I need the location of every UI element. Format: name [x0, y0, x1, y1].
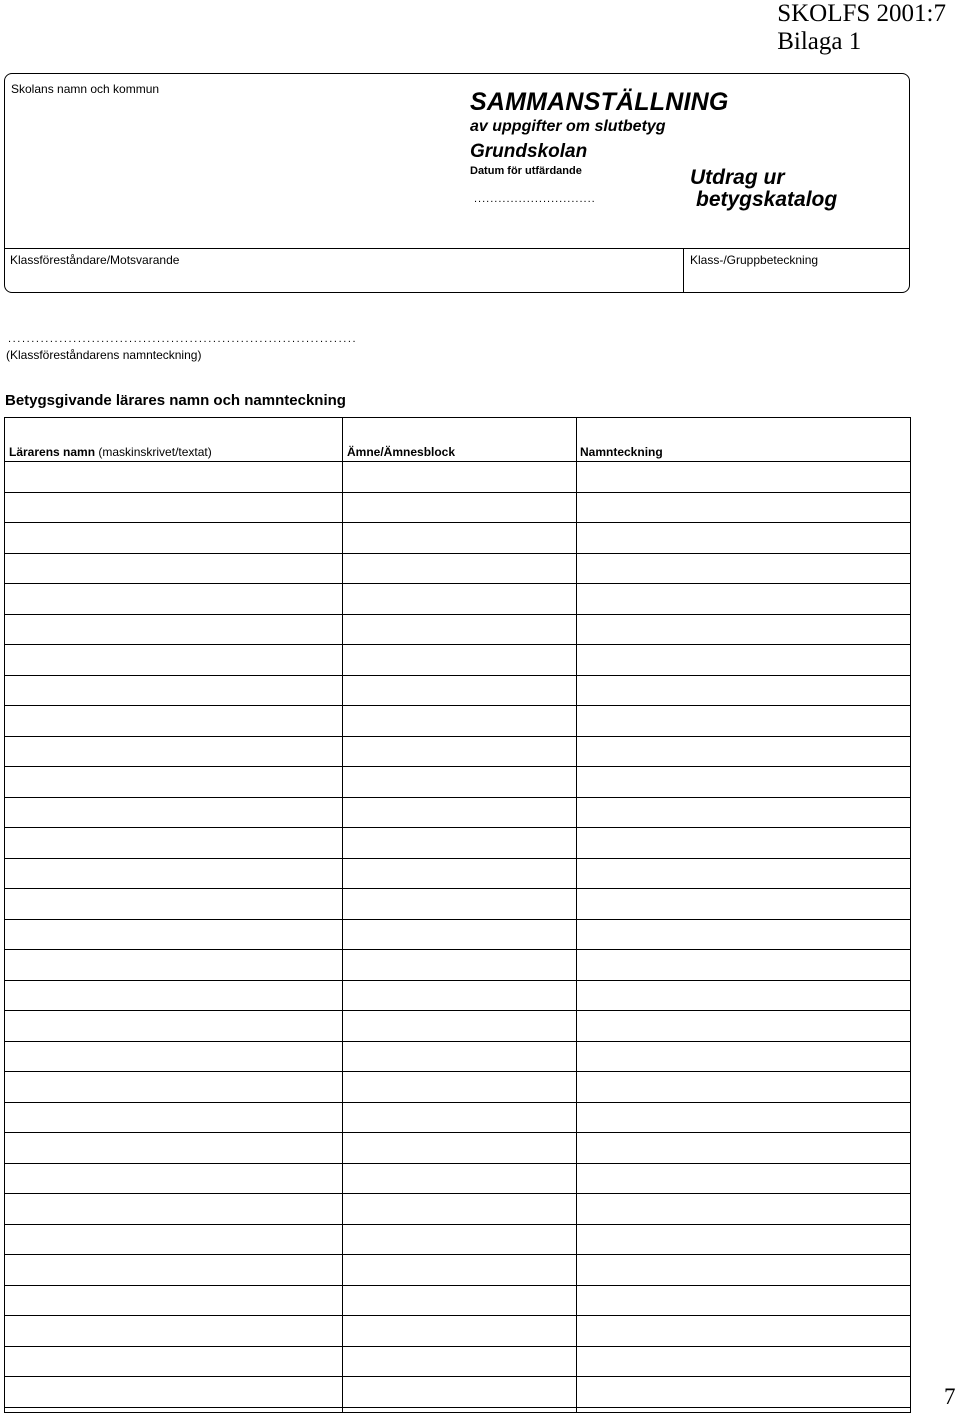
table-row[interactable]: [5, 553, 910, 584]
signature-line[interactable]: ...........................................................................: [8, 333, 358, 345]
school-name-label: Skolans namn och kommun: [11, 82, 160, 96]
table-row[interactable]: [5, 1193, 910, 1224]
page-number: 7: [944, 1384, 956, 1409]
table-row[interactable]: [5, 949, 910, 980]
table-row[interactable]: [5, 1071, 910, 1102]
table-row[interactable]: [5, 766, 910, 797]
section-heading: Betygsgivande lärares namn och namnteckning: [5, 392, 346, 409]
table-row[interactable]: [5, 888, 910, 919]
table-row-divider: [5, 1407, 910, 1408]
excerpt-title-line1: Utdrag ur: [690, 166, 785, 189]
table-row[interactable]: [5, 1010, 910, 1041]
table-row[interactable]: [5, 461, 910, 492]
column-header-teacher-name-bold: Lärarens namn: [9, 445, 96, 459]
teacher-table: [4, 417, 911, 1413]
header-divider: [4, 248, 910, 249]
document-reference: [777, 0, 946, 56]
header-field-divider: [683, 248, 684, 293]
table-row[interactable]: [5, 492, 910, 523]
excerpt-title-line2: betygskatalog: [696, 188, 838, 211]
reference-appendix: Bilaga 1: [777, 28, 862, 55]
table-row[interactable]: [5, 1102, 910, 1133]
column-header-teacher-name-note: (maskinskrivet/textat): [98, 445, 212, 459]
table-row[interactable]: [5, 980, 910, 1011]
table-row[interactable]: [5, 1346, 910, 1377]
issue-date-label: Datum för utfärdande: [470, 165, 582, 177]
table-row[interactable]: [5, 522, 910, 553]
school-type: Grundskolan: [470, 141, 588, 162]
table-row[interactable]: [5, 583, 910, 614]
table-row[interactable]: [5, 736, 910, 767]
table-row[interactable]: [5, 1315, 910, 1346]
table-row[interactable]: [5, 1285, 910, 1316]
table-row[interactable]: [5, 614, 910, 645]
table-row[interactable]: [5, 1376, 910, 1407]
table-row[interactable]: [5, 705, 910, 736]
table-row[interactable]: [5, 675, 910, 706]
table-row[interactable]: [5, 1254, 910, 1285]
table-row[interactable]: [5, 919, 910, 950]
table-row[interactable]: [5, 827, 910, 858]
table-row[interactable]: [5, 1224, 910, 1255]
form-subtitle: av uppgifter om slutbetyg: [470, 118, 666, 135]
issue-date-field[interactable]: ..............................: [474, 193, 596, 205]
table-row[interactable]: [5, 1041, 910, 1072]
column-header-subject: Ämne/Ämnesblock: [347, 445, 456, 459]
table-row[interactable]: [5, 1163, 910, 1194]
form-title: SAMMANSTÄLLNING: [470, 88, 729, 116]
table-row[interactable]: [5, 1132, 910, 1163]
signature-caption: (Klassföreståndarens namnteckning): [6, 348, 202, 362]
column-header-signature: Namnteckning: [580, 445, 663, 459]
table-row[interactable]: [5, 644, 910, 675]
class-teacher-label: Klassföreståndare/Motsvarande: [10, 253, 180, 267]
reference-code: SKOLFS 2001:7: [777, 0, 946, 27]
class-group-label: Klass-/Gruppbeteckning: [690, 253, 819, 267]
column-header-teacher-name: [9, 445, 212, 459]
table-row[interactable]: [5, 797, 910, 828]
table-row[interactable]: [5, 858, 910, 889]
